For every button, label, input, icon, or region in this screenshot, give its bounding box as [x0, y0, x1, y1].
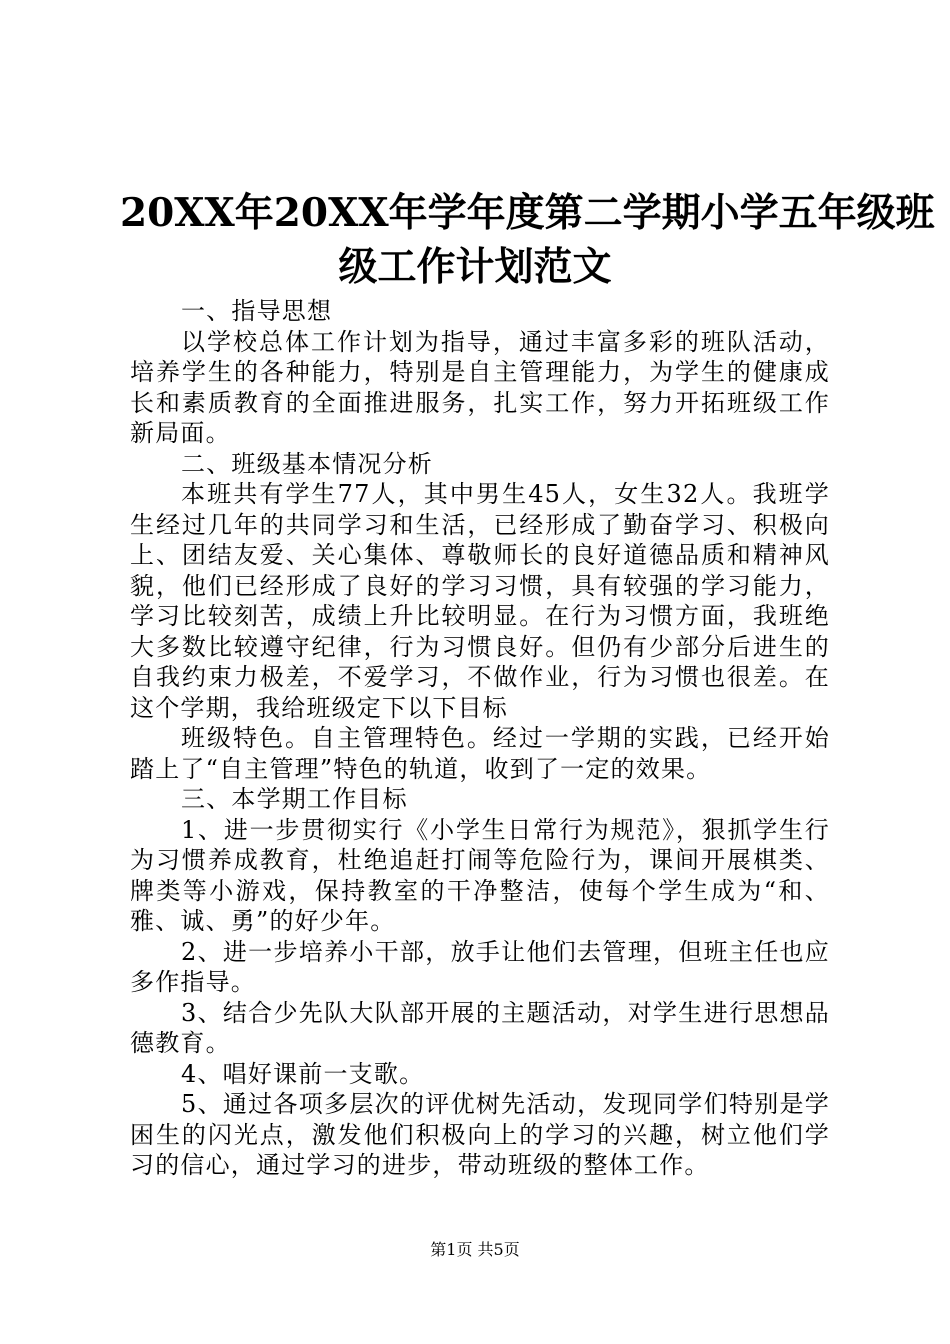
goal-item-1: 1、进一步贯彻实行《小学生日常行为规范》，狠抓学生行为习惯养成教育，杜绝追赶打闹等危险行为，课间开展棋类、牌类等小游戏，保持教室的干净整洁，使每个学生成为“和、雅、诚、勇”的好少年。	[130, 815, 830, 935]
goal-item-5: 5、通过各项多层次的评优树先活动，发现同学们特别是学困生的闪光点，激发他们积极向上的学习的兴趣，树立他们学习的信心，通过学习的进步，带动班级的整体工作。	[130, 1090, 830, 1179]
section-heading-guiding-ideology: 一、指导思想	[181, 297, 333, 325]
document-title-line-1: 20XX年20XX年学年度第二学期小学五年级班	[120, 190, 935, 236]
goal-item-4: 4、唱好课前一支歌。	[181, 1059, 425, 1088]
paragraph-class-analysis: 本班共有学生77人，其中男生45人，女生32人。我班学生经过几年的共同学习和生活，已经形成了勤奋学习、积极向上、团结友爱、关心集体、尊敬师长的良好道德品质和精神风貌，他们已经形成了良好的学习习惯，具有较强的学习能力，学习比较刻苦，成绩上升比较明显。在行为习惯方面，我班绝大多数比较遵守纪律，行为习惯良好。但仍有少部分后进生的自我约束力极差，不爱学习，不做作业，行为习惯也很差。在这个学期，我给班级定下以下目标	[130, 480, 830, 722]
goal-item-3: 3、结合少先队大队部开展的主题活动，对学生进行思想品德教育。	[130, 998, 830, 1057]
paragraph-guiding-ideology: 以学校总体工作计划为指导，通过丰富多彩的班队活动，培养学生的各种能力，特别是自主管理能力，为学生的健康成长和素质教育的全面推进服务，扎实工作，努力开拓班级工作新局面。	[130, 327, 830, 447]
section-heading-class-analysis: 二、班级基本情况分析	[181, 449, 433, 478]
paragraph-class-feature: 班级特色。自主管理特色。经过一学期的实践，已经开始踏上了“自主管理”特色的轨道，收到了一定的效果。	[130, 724, 830, 783]
section-heading-work-goals: 三、本学期工作目标	[181, 785, 408, 813]
goal-item-2: 2、进一步培养小干部，放手让他们去管理，但班主任也应多作指导。	[130, 937, 830, 996]
page-number-footer: 第1页 共5页	[430, 1240, 520, 1259]
document-title-line-2: 级工作计划范文	[338, 244, 612, 290]
document-body	[130, 296, 830, 1181]
